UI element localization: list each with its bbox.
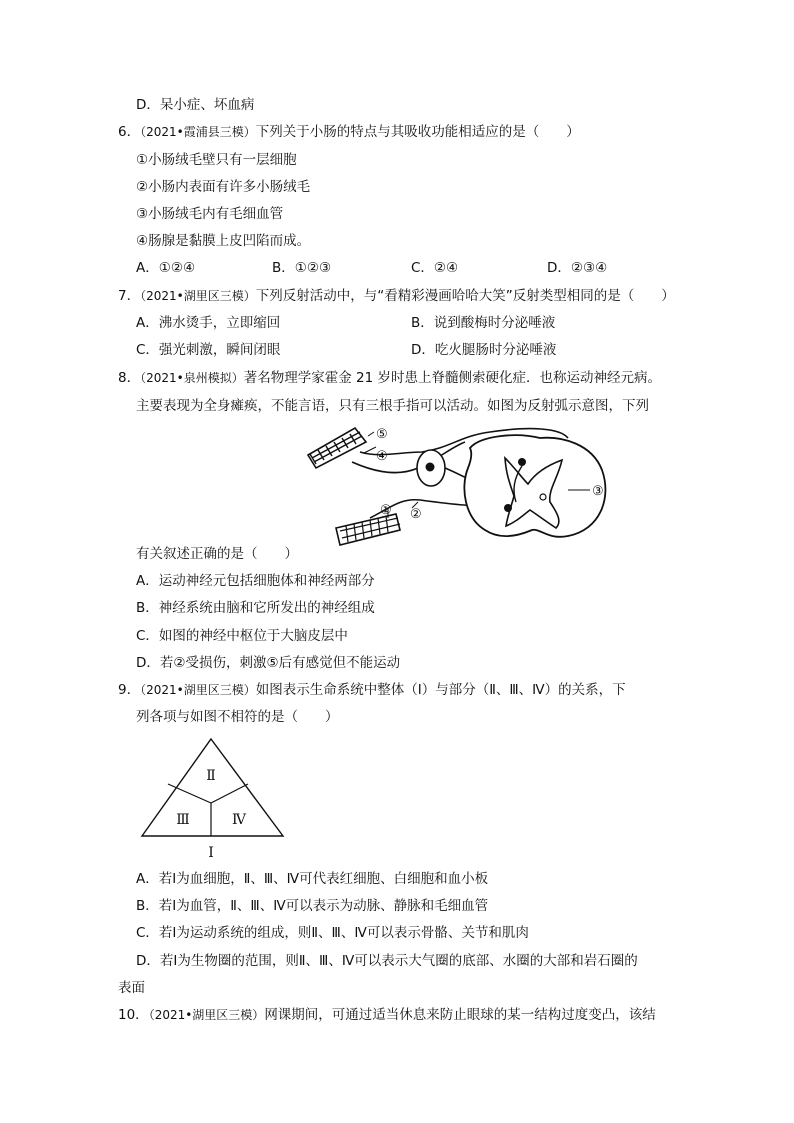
q9-number: 9． — [118, 682, 141, 698]
q10-stem — [118, 1006, 656, 1024]
q8-option-c: C．如图的神经中枢位于大脑皮层中 — [136, 628, 348, 644]
label-4: ④ — [376, 449, 388, 464]
q6-option-b: B．①②③ — [272, 260, 332, 276]
q8-stem-text-1: 著名物理学家霍金 21 岁时患上脊髓侧索硬化症．也称运动神经元病。 — [243, 370, 661, 386]
q8-stem-line-3: 有关叙述正确的是（ ） — [136, 546, 298, 562]
label-3: ③ — [592, 484, 604, 499]
q8-option-d: D．若②受损伤，刺激⑤后有感觉但不能运动 — [136, 655, 401, 671]
q10-number: 10． — [118, 1007, 149, 1023]
q9-option-b: B．若Ⅰ为血管，Ⅱ、Ⅲ、Ⅳ可以表示为动脉、静脉和毛细血管 — [136, 898, 489, 914]
q7-source: （2021•湖里区三模） — [140, 289, 256, 303]
q8-option-a: A．运动神经元包括细胞体和神经两部分 — [136, 573, 375, 589]
q6-source: （2021•霞浦县三模） — [140, 125, 256, 139]
q9-option-c: C．若Ⅰ为运动系统的组成，则Ⅱ、Ⅲ、Ⅳ可以表示骨骼、关节和肌肉 — [136, 925, 529, 941]
q7-option-d: D．吃火腿肠时分泌唾液 — [411, 342, 557, 358]
q10-stem-text: 网课期间，可通过适当休息来防止眼球的某一结构过度变凸，该结 — [264, 1007, 656, 1023]
q8-stem-line-2: 主要表现为全身瘫痪，不能言语，只有三根手指可以活动。如图为反射弧示意图，下列 — [136, 398, 649, 414]
q6-option-a: A．①②④ — [136, 260, 196, 276]
q9-option-d: D．若Ⅰ为生物圈的范围，则Ⅱ、Ⅲ、Ⅳ可以表示大气圈的底部、水圈的大部和岩石圈的 — [136, 953, 638, 969]
q8-stem-line-1 — [118, 369, 661, 387]
q7-option-a: A．沸水烫手，立即缩回 — [136, 315, 281, 331]
label-IV: Ⅳ — [232, 812, 246, 828]
label-I: Ⅰ — [208, 845, 214, 861]
q10-source: （2021•湖里区三模） — [148, 1008, 265, 1022]
receptor-skin-block — [336, 514, 400, 545]
q9-stem-line-1 — [118, 681, 626, 699]
q6-item-1: ①小肠绒毛壁只有一层细胞 — [136, 152, 297, 168]
q8-source: （2021•泉州模拟） — [140, 371, 244, 385]
q6-number: 6． — [118, 124, 141, 140]
label-II: Ⅱ — [206, 768, 216, 784]
q7-option-c: C．强光刺激，瞬间闭眼 — [136, 342, 281, 358]
q6-item-3: ③小肠绒毛内有毛细血管 — [136, 206, 284, 222]
q8-option-b: B．神经系统由脑和它所发出的神经组成 — [136, 600, 375, 616]
label-III: Ⅲ — [176, 812, 190, 828]
q7-stem-text: 下列反射活动中，与“看精彩漫画哈哈大笑”反射类型相同的是（ ） — [255, 288, 675, 304]
q5-option-d: D．呆小症、坏血病 — [136, 97, 255, 113]
q6-option-d: D．②③④ — [547, 260, 608, 276]
q9-source: （2021•湖里区三模） — [140, 683, 256, 697]
effector-muscle-block — [308, 428, 366, 468]
q6-stem — [118, 123, 580, 141]
q8-number: 8． — [118, 370, 141, 386]
triangle-figure — [138, 736, 288, 864]
q6-item-4: ④肠腺是黏膜上皮凹陷而成。 — [136, 233, 311, 249]
q7-option-b: B．说到酸梅时分泌唾液 — [411, 315, 556, 331]
q6-option-c: C．②④ — [411, 260, 459, 276]
label-2: ② — [410, 507, 422, 522]
spinal-cord-section — [464, 435, 605, 537]
q7-stem — [118, 287, 675, 305]
label-1: ① — [380, 503, 392, 518]
label-5: ⑤ — [376, 427, 388, 442]
q6-stem-text: 下列关于小肠的特点与其吸收功能相适应的是（ ） — [255, 124, 580, 140]
q9-option-a: A．若Ⅰ为血细胞，Ⅱ、Ⅲ、Ⅳ可代表红细胞、白细胞和血小板 — [136, 871, 489, 887]
reflex-arc-figure — [300, 418, 620, 550]
q9-stem-text-1: 如图表示生命系统中整体（Ⅰ）与部分（Ⅱ、Ⅲ、Ⅳ）的关系，下 — [255, 682, 626, 698]
q9-stem-line-2: 列各项与如图不相符的是（ ） — [136, 709, 339, 725]
q6-item-2: ②小肠内表面有许多小肠绒毛 — [136, 179, 311, 195]
q9-option-d-cont: 表面 — [118, 980, 145, 996]
q7-number: 7． — [118, 288, 141, 304]
